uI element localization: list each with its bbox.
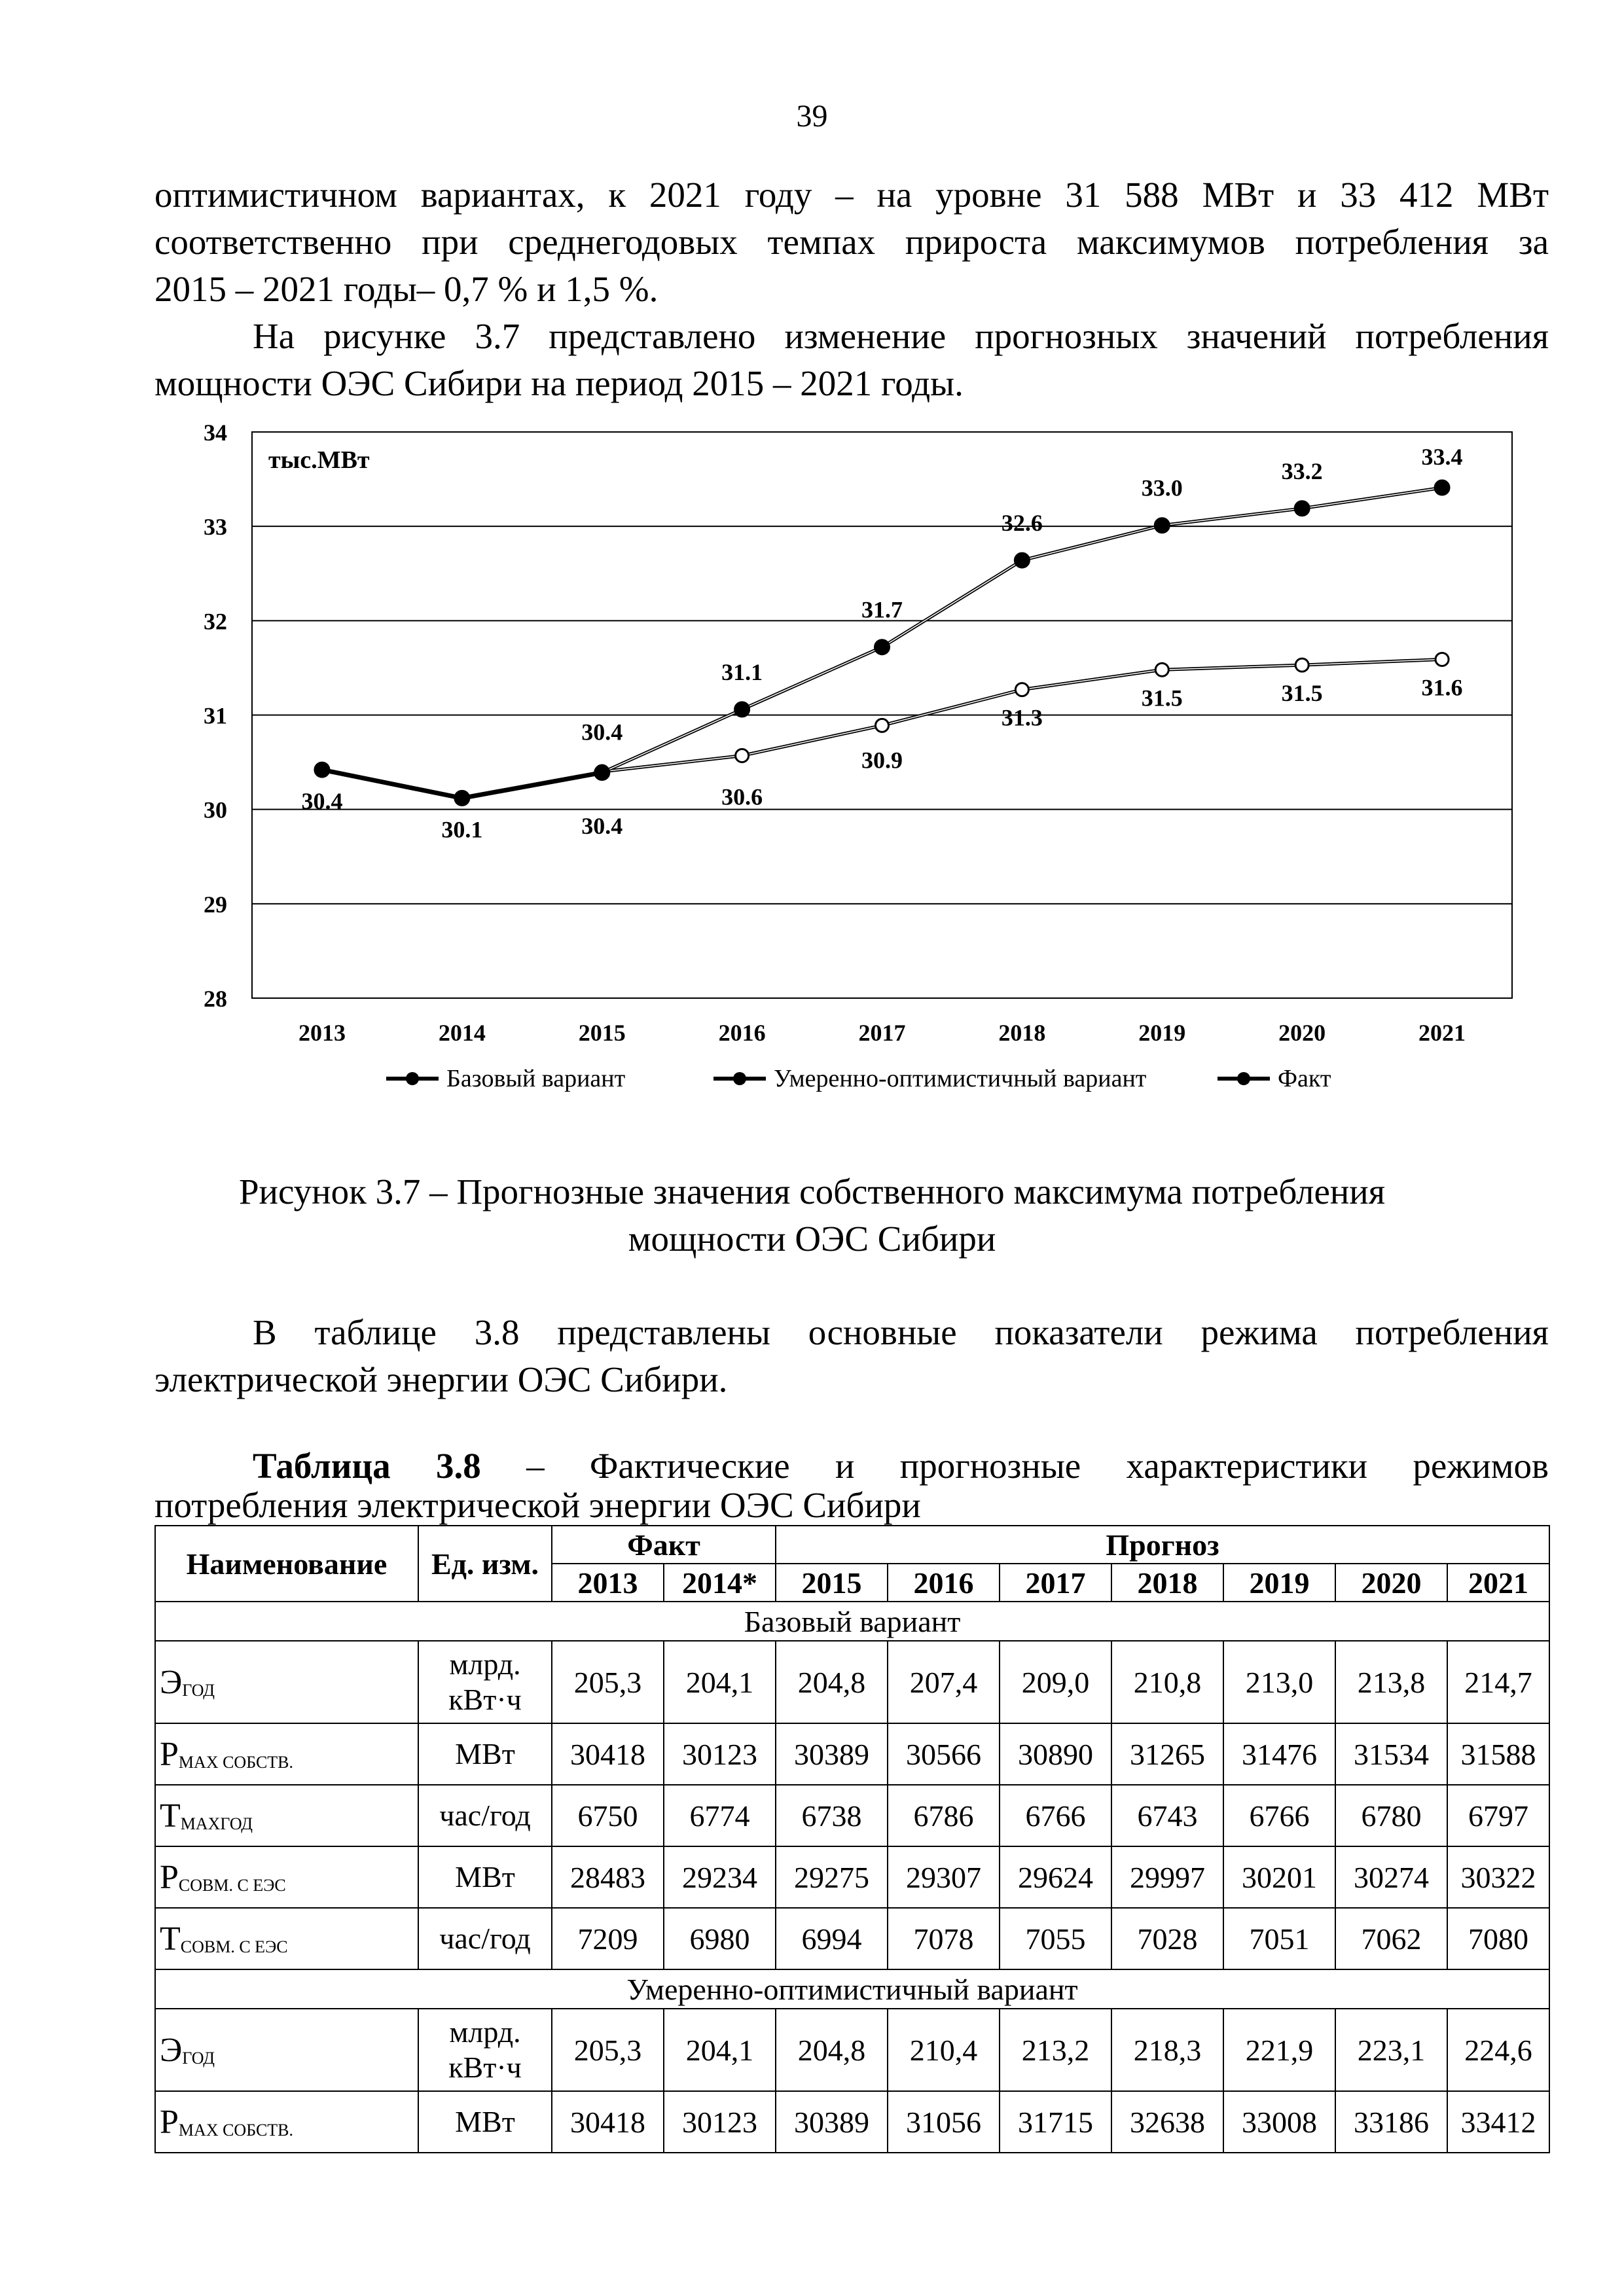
row-name bbox=[155, 1785, 418, 1846]
section-title: Базовый вариант bbox=[155, 1602, 1549, 1641]
row-name bbox=[155, 2009, 418, 2091]
row-symbol: P bbox=[160, 1735, 179, 1773]
table-cell: 7028 bbox=[1111, 1908, 1223, 1969]
table-row bbox=[155, 1641, 1549, 1723]
table-title bbox=[154, 1446, 1549, 1525]
y-tick-label: 34 bbox=[204, 420, 227, 446]
data-point bbox=[735, 702, 749, 717]
table-cell: 223,1 bbox=[1335, 2009, 1447, 2091]
table-cell: 31265 bbox=[1111, 1723, 1223, 1785]
paragraph-line: мощности ОЭС Сибири на период 2015 – 2021 годы. bbox=[154, 363, 964, 403]
table-row bbox=[155, 1908, 1549, 1969]
table-cell: 31056 bbox=[888, 2091, 1000, 2153]
row-name bbox=[155, 1641, 418, 1723]
row-symbol: P bbox=[160, 1858, 179, 1896]
table-cell: 30123 bbox=[664, 2091, 776, 2153]
table-cell: 221,9 bbox=[1223, 2009, 1335, 2091]
row-symbol: P bbox=[160, 2103, 179, 2141]
header-year: 2013 bbox=[552, 1564, 664, 1602]
paragraph-line: 2015 – 2021 годы– 0,7 % и 1,5 %. bbox=[154, 269, 659, 309]
legend-label: Умеренно-оптимистичный вариант bbox=[774, 1065, 1147, 1092]
data-label: 33.4 bbox=[1421, 444, 1463, 471]
table-cell: 204,8 bbox=[776, 1641, 888, 1723]
table-cell: 33412 bbox=[1447, 2091, 1549, 2153]
table-cell: 204,8 bbox=[776, 2009, 888, 2091]
row-unit: час/год bbox=[418, 1785, 552, 1846]
x-tick-label: 2013 bbox=[298, 1020, 346, 1046]
table-cell: 6774 bbox=[664, 1785, 776, 1846]
data-label: 30.1 bbox=[441, 816, 483, 843]
table-cell: 33186 bbox=[1335, 2091, 1447, 2153]
row-subscript: ГОД bbox=[182, 1680, 215, 1700]
table-cell: 30418 bbox=[552, 2091, 664, 2153]
data-point bbox=[1155, 663, 1168, 676]
table-row bbox=[155, 1846, 1549, 1908]
table-cell: 31476 bbox=[1223, 1723, 1335, 1785]
table-cell: 6786 bbox=[888, 1785, 1000, 1846]
table-cell: 205,3 bbox=[552, 2009, 664, 2091]
table-cell: 7209 bbox=[552, 1908, 664, 1969]
row-name bbox=[155, 1723, 418, 1785]
header-year: 2019 bbox=[1223, 1564, 1335, 1602]
row-symbol: Э bbox=[160, 1663, 183, 1701]
table-cell: 29234 bbox=[664, 1846, 776, 1908]
table-cell: 30274 bbox=[1335, 1846, 1447, 1908]
table-cell: 209,0 bbox=[1000, 1641, 1111, 1723]
table-row bbox=[155, 1785, 1549, 1846]
table-cell: 7051 bbox=[1223, 1908, 1335, 1969]
data-point bbox=[1295, 501, 1309, 516]
data-point bbox=[1435, 480, 1449, 495]
table-cell: 31534 bbox=[1335, 1723, 1447, 1785]
paragraph-line: В таблице 3.8 представлены основные показатели режима потребления bbox=[253, 1312, 1549, 1352]
data-point bbox=[315, 762, 329, 777]
table-cell: 7078 bbox=[888, 1908, 1000, 1969]
data-point bbox=[736, 749, 749, 762]
row-subscript: MAX СОБСТВ. bbox=[178, 2120, 294, 2140]
data-point bbox=[1155, 518, 1169, 533]
row-unit: МВт bbox=[418, 1846, 552, 1908]
row-subscript: СОВМ. С ЕЭС bbox=[180, 1937, 288, 1956]
table-cell: 33008 bbox=[1223, 2091, 1335, 2153]
row-symbol: T bbox=[160, 1920, 181, 1958]
x-tick-label: 2020 bbox=[1278, 1020, 1326, 1046]
y-tick-label: 29 bbox=[204, 891, 227, 918]
table-cell: 30389 bbox=[776, 2091, 888, 2153]
data-label: 31.5 bbox=[1141, 685, 1183, 711]
data-label: 30.4 bbox=[581, 719, 623, 745]
row-unit: час/год bbox=[418, 1908, 552, 1969]
y-tick-label: 32 bbox=[204, 608, 227, 635]
row-name bbox=[155, 1846, 418, 1908]
line-chart bbox=[177, 406, 1519, 1113]
header-year: 2021 bbox=[1447, 1564, 1549, 1602]
data-label: 31.6 bbox=[1421, 674, 1463, 701]
data-label: 30.4 bbox=[301, 788, 343, 815]
x-tick-label: 2018 bbox=[998, 1020, 1046, 1046]
paragraph-table-intro bbox=[154, 1309, 1549, 1403]
table-cell: 7062 bbox=[1335, 1908, 1447, 1969]
table-cell: 30123 bbox=[664, 1723, 776, 1785]
data-point bbox=[595, 765, 609, 780]
y-tick-label: 28 bbox=[204, 986, 227, 1012]
table-cell: 29307 bbox=[888, 1846, 1000, 1908]
table-cell: 6750 bbox=[552, 1785, 664, 1846]
data-point bbox=[455, 791, 469, 805]
data-label: 31.1 bbox=[721, 658, 763, 685]
table-cell: 6738 bbox=[776, 1785, 888, 1846]
table-cell: 30389 bbox=[776, 1723, 888, 1785]
row-unit: МВт bbox=[418, 2091, 552, 2153]
data-point bbox=[875, 640, 890, 655]
data-label: 33.2 bbox=[1281, 457, 1323, 484]
table-cell: 31588 bbox=[1447, 1723, 1549, 1785]
y-tick-label: 33 bbox=[204, 514, 227, 541]
header-year: 2018 bbox=[1111, 1564, 1223, 1602]
table-cell: 6743 bbox=[1111, 1785, 1223, 1846]
row-unit: МВт bbox=[418, 1723, 552, 1785]
table-cell: 207,4 bbox=[888, 1641, 1000, 1723]
page-number: 39 bbox=[796, 99, 828, 134]
header-year: 2016 bbox=[888, 1564, 1000, 1602]
table-cell: 213,0 bbox=[1223, 1641, 1335, 1723]
table-cell: 204,1 bbox=[664, 2009, 776, 2091]
table-title-line: потребления электрической энергии ОЭС Сибири bbox=[154, 1485, 921, 1525]
row-unit: млрд. кВт·ч bbox=[418, 1641, 552, 1723]
paragraph-line: электрической энергии ОЭС Сибири. bbox=[154, 1359, 728, 1399]
figure-caption-line: Рисунок 3.7 – Прогнозные значения собственного максимума потребления bbox=[238, 1172, 1386, 1211]
table-cell: 32638 bbox=[1111, 2091, 1223, 2153]
figure-caption-line: мощности ОЭС Сибири bbox=[628, 1219, 996, 1259]
legend-label: Факт bbox=[1278, 1065, 1331, 1092]
row-name bbox=[155, 1908, 418, 1969]
table-title-line bbox=[154, 1446, 1549, 1486]
section-row bbox=[155, 1969, 1549, 2009]
section-row bbox=[155, 1602, 1549, 1641]
table-cell: 218,3 bbox=[1111, 2009, 1223, 2091]
header-year: 2015 bbox=[776, 1564, 888, 1602]
row-subscript: ГОД bbox=[182, 2048, 215, 2068]
x-tick-label: 2017 bbox=[858, 1020, 906, 1046]
table-cell: 28483 bbox=[552, 1846, 664, 1908]
y-tick-label: 31 bbox=[204, 702, 227, 729]
paragraph-line: соответственно при среднегодовых темпах прироста максимумов потребления за bbox=[154, 222, 1549, 262]
table-row bbox=[155, 2009, 1549, 2091]
table-row bbox=[155, 1723, 1549, 1785]
row-symbol: T bbox=[160, 1797, 181, 1835]
table-number: Таблица 3.8 bbox=[253, 1446, 481, 1486]
y-tick-label: 30 bbox=[204, 797, 227, 823]
legend-marker bbox=[733, 1072, 746, 1085]
data-label: 31.3 bbox=[1001, 704, 1043, 731]
table-cell: 224,6 bbox=[1447, 2009, 1549, 2091]
x-tick-label: 2021 bbox=[1418, 1020, 1466, 1046]
table-cell: 30201 bbox=[1223, 1846, 1335, 1908]
table-cell: 213,8 bbox=[1335, 1641, 1447, 1723]
data-point bbox=[1015, 683, 1028, 696]
paragraph-continued bbox=[154, 171, 1549, 313]
table-cell: 6980 bbox=[664, 1908, 776, 1969]
x-tick-label: 2016 bbox=[718, 1020, 766, 1046]
legend-marker bbox=[406, 1072, 419, 1085]
table-cell: 210,4 bbox=[888, 2009, 1000, 2091]
legend-label: Базовый вариант bbox=[446, 1065, 626, 1092]
table-cell: 31715 bbox=[1000, 2091, 1111, 2153]
data-point bbox=[876, 719, 889, 732]
header-year: 2020 bbox=[1335, 1564, 1447, 1602]
table-cell: 7080 bbox=[1447, 1908, 1549, 1969]
table-cell: 6766 bbox=[1000, 1785, 1111, 1846]
header-year: 2014* bbox=[664, 1564, 776, 1602]
characteristics-table bbox=[154, 1525, 1550, 2153]
table-title-text: – Фактические и прогнозные характеристики режимов bbox=[480, 1446, 1549, 1486]
table-cell: 6780 bbox=[1335, 1785, 1447, 1846]
header-year: 2017 bbox=[1000, 1564, 1111, 1602]
row-name bbox=[155, 2091, 418, 2153]
row-subscript: СОВМ. С ЕЭС bbox=[178, 1875, 286, 1895]
header-forecast: Прогноз bbox=[776, 1526, 1549, 1564]
data-point bbox=[1295, 658, 1308, 672]
table-cell: 30890 bbox=[1000, 1723, 1111, 1785]
table-cell: 29997 bbox=[1111, 1846, 1223, 1908]
data-label: 31.7 bbox=[861, 596, 903, 623]
data-label: 33.0 bbox=[1141, 475, 1183, 501]
x-tick-label: 2015 bbox=[578, 1020, 626, 1046]
data-label: 30.6 bbox=[721, 783, 763, 810]
table-cell: 30418 bbox=[552, 1723, 664, 1785]
table-cell: 213,2 bbox=[1000, 2009, 1111, 2091]
header-fact: Факт bbox=[552, 1526, 776, 1564]
row-symbol: Э bbox=[160, 2031, 183, 2069]
data-point bbox=[1435, 653, 1449, 666]
row-subscript: MAXГОД bbox=[180, 1814, 253, 1833]
data-point bbox=[1015, 553, 1029, 567]
table-cell: 205,3 bbox=[552, 1641, 664, 1723]
header-name: Наименование bbox=[155, 1526, 418, 1602]
unit-label: тыс.МВт bbox=[268, 446, 370, 474]
figure-caption bbox=[0, 1168, 1624, 1263]
table-cell: 6994 bbox=[776, 1908, 888, 1969]
x-tick-label: 2019 bbox=[1138, 1020, 1186, 1046]
table-cell: 29624 bbox=[1000, 1846, 1111, 1908]
table-cell: 210,8 bbox=[1111, 1641, 1223, 1723]
table-row bbox=[155, 2091, 1549, 2153]
table-cell: 214,7 bbox=[1447, 1641, 1549, 1723]
table-cell: 7055 bbox=[1000, 1908, 1111, 1969]
row-unit: млрд. кВт·ч bbox=[418, 2009, 552, 2091]
section-title: Умеренно-оптимистичный вариант bbox=[155, 1969, 1549, 2009]
table-cell: 204,1 bbox=[664, 1641, 776, 1723]
legend-marker bbox=[1237, 1072, 1250, 1085]
data-label: 30.9 bbox=[861, 747, 903, 774]
table-cell: 6797 bbox=[1447, 1785, 1549, 1846]
table-cell: 30322 bbox=[1447, 1846, 1549, 1908]
data-label: 31.5 bbox=[1281, 680, 1323, 707]
table-cell: 30566 bbox=[888, 1723, 1000, 1785]
table-cell: 6766 bbox=[1223, 1785, 1335, 1846]
paragraph-line: оптимистичном вариантах, к 2021 году – на уровне 31 588 МВт и 33 412 МВт bbox=[154, 175, 1549, 215]
paragraph-figure-intro bbox=[154, 313, 1549, 407]
data-label: 30.4 bbox=[581, 813, 623, 839]
header-unit: Ед. изм. bbox=[418, 1526, 552, 1602]
table-cell: 29275 bbox=[776, 1846, 888, 1908]
data-label: 32.6 bbox=[1001, 510, 1043, 537]
x-tick-label: 2014 bbox=[438, 1020, 486, 1046]
row-subscript: MAX СОБСТВ. bbox=[178, 1752, 294, 1772]
paragraph-line: На рисунке 3.7 представлено изменение прогнозных значений потребления bbox=[253, 316, 1549, 356]
